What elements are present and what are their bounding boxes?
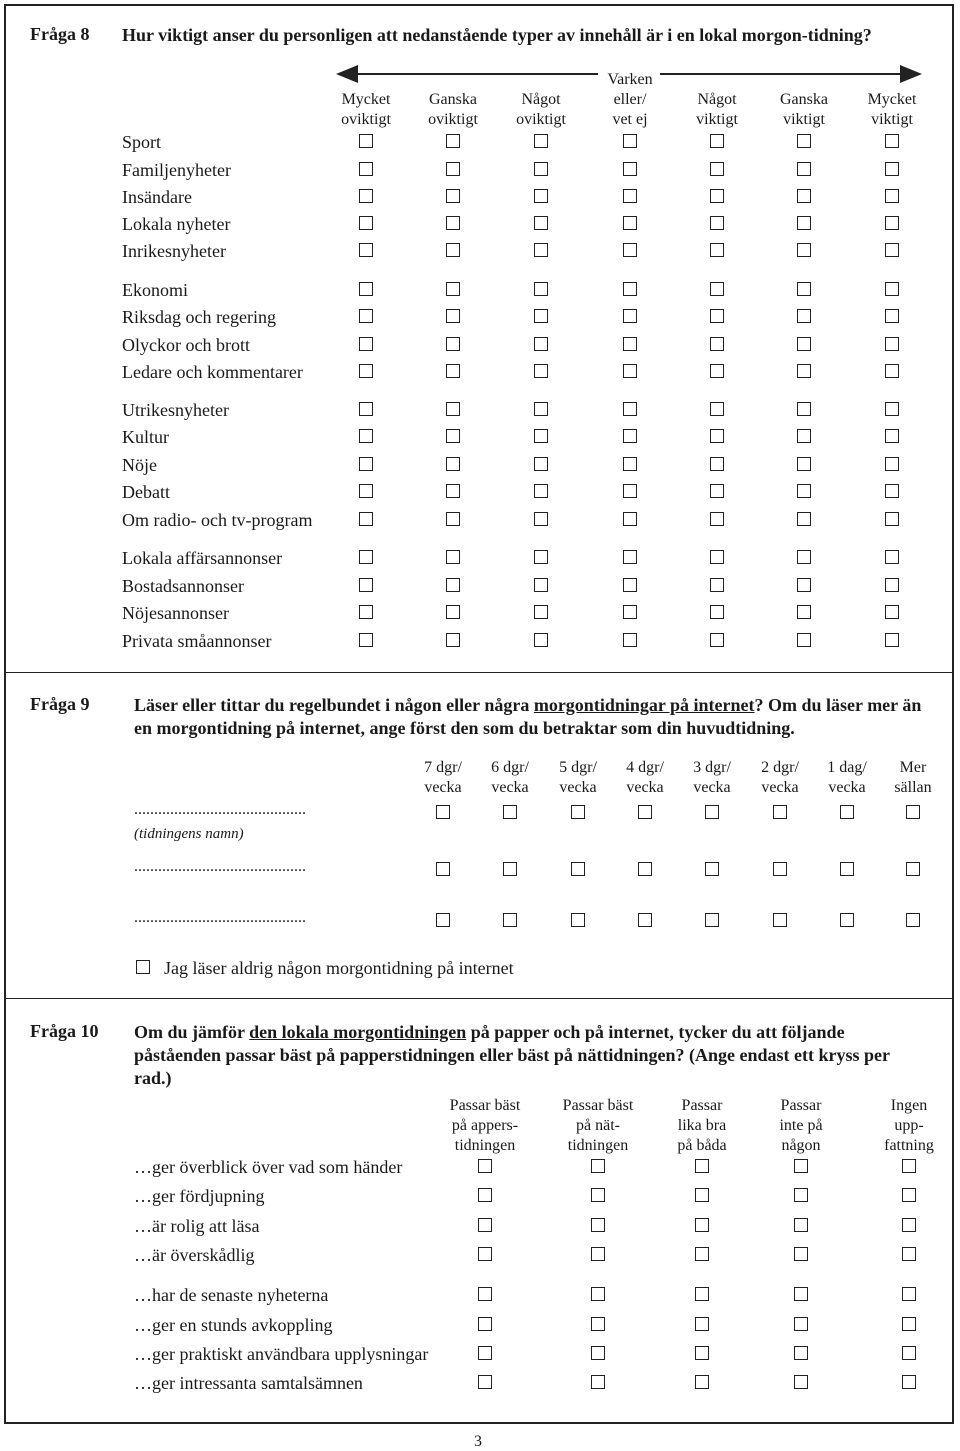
column-header-line: 5 dgr/ <box>559 759 597 776</box>
column-header-line: 1 dag/ <box>827 759 867 776</box>
checkbox[interactable] <box>797 309 811 323</box>
q9-text-underlined: morgontidningar på internet <box>533 695 755 715</box>
checkbox[interactable] <box>436 913 450 927</box>
checkbox[interactable] <box>902 1247 916 1261</box>
checkbox[interactable] <box>446 633 460 647</box>
column-header-line: på appers- <box>451 1117 519 1134</box>
q9-question <box>134 694 924 740</box>
checkbox[interactable] <box>534 605 548 619</box>
q10-text-start: Om du jämför <box>134 1022 250 1042</box>
checkbox[interactable] <box>503 913 517 927</box>
column-header-line: vecka <box>761 779 799 796</box>
column-header-line: på båda <box>677 1137 727 1154</box>
checkbox[interactable] <box>571 805 585 819</box>
column-header-line: vecka <box>559 779 597 796</box>
checkbox[interactable] <box>591 1247 605 1261</box>
column-header-1 <box>430 1096 540 1156</box>
checkbox[interactable] <box>705 805 719 819</box>
column-header-3 <box>647 1096 757 1156</box>
checkbox[interactable] <box>885 282 899 296</box>
column-header-line: Ganska <box>429 91 477 108</box>
checkbox[interactable] <box>840 862 854 876</box>
row-label: …har de senaste nyheterna <box>134 1285 329 1305</box>
column-header-line: på nät- <box>576 1117 620 1134</box>
column-header-line: viktigt <box>696 111 738 128</box>
checkbox[interactable] <box>359 309 373 323</box>
q9-text-start: Läser eller tittar du regelbundet i någon eller några <box>134 695 534 715</box>
checkbox[interactable] <box>797 578 811 592</box>
checkbox[interactable] <box>623 337 637 351</box>
q10-question <box>134 1021 929 1090</box>
checkbox[interactable] <box>885 605 899 619</box>
column-header-line: Ingen <box>890 1097 928 1114</box>
checkbox[interactable] <box>534 189 548 203</box>
checkbox[interactable] <box>710 605 724 619</box>
checkbox[interactable] <box>534 429 548 443</box>
column-header-4 <box>746 1096 856 1156</box>
checkbox[interactable] <box>885 429 899 443</box>
checkbox[interactable] <box>623 550 637 564</box>
checkbox[interactable] <box>534 512 548 526</box>
checkbox[interactable] <box>446 364 460 378</box>
checkbox[interactable] <box>710 578 724 592</box>
column-header-line: Mer <box>899 759 927 776</box>
checkbox[interactable] <box>591 1375 605 1389</box>
checkbox[interactable] <box>797 402 811 416</box>
checkbox[interactable] <box>446 216 460 230</box>
checkbox[interactable] <box>710 162 724 176</box>
column-header-line: 2 dgr/ <box>761 759 799 776</box>
checkbox[interactable] <box>534 633 548 647</box>
column-header-line: viktigt <box>783 111 825 128</box>
checkbox[interactable] <box>359 189 373 203</box>
column-header-line: Varken <box>607 71 653 88</box>
checkbox[interactable] <box>446 512 460 526</box>
q8-question: Hur viktigt anser du personligen att nedanstående typer av innehåll är i en lokal morgon-tidning? <box>122 25 872 45</box>
checkbox[interactable] <box>623 633 637 647</box>
checkbox[interactable] <box>906 805 920 819</box>
checkbox[interactable] <box>902 1375 916 1389</box>
page-number: 3 <box>474 1433 482 1450</box>
checkbox[interactable] <box>623 457 637 471</box>
checkbox[interactable] <box>591 1159 605 1173</box>
column-header-line: eller/ <box>613 91 647 108</box>
checkbox[interactable] <box>902 1287 916 1301</box>
checkbox[interactable] <box>797 243 811 257</box>
column-header-8 <box>858 758 960 798</box>
checkbox[interactable] <box>773 913 787 927</box>
checkbox[interactable] <box>591 1346 605 1360</box>
checkbox[interactable] <box>534 162 548 176</box>
checkbox[interactable] <box>638 862 652 876</box>
checkbox[interactable] <box>710 484 724 498</box>
column-header-line: vecka <box>693 779 731 796</box>
checkbox[interactable] <box>591 1317 605 1331</box>
checkbox[interactable] <box>436 862 450 876</box>
separator-2 <box>6 998 954 999</box>
checkbox[interactable] <box>885 309 899 323</box>
checkbox[interactable] <box>446 243 460 257</box>
checkbox[interactable] <box>359 364 373 378</box>
row-label: Nöjesannonser <box>122 603 229 623</box>
checkbox[interactable] <box>534 364 548 378</box>
checkbox[interactable] <box>359 282 373 296</box>
checkbox[interactable] <box>478 1346 492 1360</box>
checkbox[interactable] <box>478 1159 492 1173</box>
checkbox[interactable] <box>359 402 373 416</box>
checkbox[interactable] <box>695 1317 709 1331</box>
checkbox[interactable] <box>503 805 517 819</box>
checkbox[interactable] <box>885 243 899 257</box>
checkbox[interactable] <box>797 550 811 564</box>
checkbox[interactable] <box>797 512 811 526</box>
checkbox[interactable] <box>591 1287 605 1301</box>
column-header-line: 3 dgr/ <box>693 759 731 776</box>
row-label: Riksdag och regering <box>122 307 276 327</box>
checkbox[interactable] <box>638 805 652 819</box>
checkbox[interactable] <box>359 337 373 351</box>
checkbox[interactable] <box>446 189 460 203</box>
column-header-7 <box>837 90 947 130</box>
q8-label: Fråga 8 <box>30 24 90 44</box>
checkbox[interactable] <box>478 1317 492 1331</box>
checkbox[interactable] <box>623 429 637 443</box>
column-header-2 <box>543 1096 653 1156</box>
row-label: Nöje <box>122 455 157 475</box>
checkbox[interactable] <box>710 337 724 351</box>
checkbox[interactable] <box>902 1188 916 1202</box>
checkbox[interactable] <box>797 364 811 378</box>
checkbox[interactable] <box>359 243 373 257</box>
row-label: Olyckor och brott <box>122 335 250 355</box>
checkbox[interactable] <box>797 134 811 148</box>
checkbox[interactable] <box>534 243 548 257</box>
column-header-line: upp- <box>894 1117 924 1134</box>
checkbox[interactable] <box>885 189 899 203</box>
checkbox[interactable] <box>623 282 637 296</box>
checkbox[interactable] <box>478 1188 492 1202</box>
row-label: Om radio- och tv-program <box>122 510 313 530</box>
checkbox[interactable] <box>695 1375 709 1389</box>
checkbox[interactable] <box>571 862 585 876</box>
q9-text-end: ? Om du läser mer än en morgontidning på internet, ange först den som du betraktar som din huvudtidning. <box>134 695 922 738</box>
checkbox[interactable] <box>359 457 373 471</box>
checkbox[interactable] <box>840 913 854 927</box>
checkbox[interactable] <box>623 162 637 176</box>
checkbox[interactable] <box>571 913 585 927</box>
q10-text-underlined: den lokala morgontidningen <box>249 1022 467 1042</box>
checkbox[interactable] <box>359 134 373 148</box>
checkbox[interactable] <box>794 1159 808 1173</box>
checkbox[interactable] <box>623 216 637 230</box>
column-header-line: 7 dgr/ <box>424 759 462 776</box>
checkbox[interactable] <box>446 605 460 619</box>
checkbox[interactable] <box>638 913 652 927</box>
checkbox[interactable] <box>710 550 724 564</box>
column-header-line: Passar <box>681 1097 723 1114</box>
column-header-line: viktigt <box>871 111 913 128</box>
checkbox[interactable] <box>797 282 811 296</box>
checkbox[interactable] <box>906 913 920 927</box>
column-header-line: tidningen <box>454 1137 516 1154</box>
checkbox[interactable] <box>797 162 811 176</box>
column-header-line: vecka <box>828 779 866 796</box>
checkbox[interactable] <box>794 1317 808 1331</box>
checkbox[interactable] <box>359 633 373 647</box>
checkbox[interactable] <box>885 162 899 176</box>
checkbox[interactable] <box>710 134 724 148</box>
newspaper-name-line[interactable]: ........................................... <box>134 801 306 818</box>
row-label: Utrikesnyheter <box>122 400 229 420</box>
checkbox[interactable] <box>623 364 637 378</box>
checkbox[interactable] <box>623 402 637 416</box>
checkbox[interactable] <box>695 1188 709 1202</box>
q10-text-end: på papper och på internet, tycker du att följande påståenden passar bäst på papperstidningen eller bäst på nättidningen? (Ange endast ett kryss per rad.) <box>134 1022 890 1088</box>
checkbox[interactable] <box>794 1346 808 1360</box>
checkbox[interactable] <box>885 633 899 647</box>
checkbox[interactable] <box>534 216 548 230</box>
checkbox[interactable] <box>534 578 548 592</box>
row-label: Lokala nyheter <box>122 214 231 234</box>
checkbox[interactable] <box>623 134 637 148</box>
checkbox[interactable] <box>797 337 811 351</box>
checkbox[interactable] <box>797 429 811 443</box>
checkbox[interactable] <box>478 1218 492 1232</box>
column-header-line: vecka <box>424 779 462 796</box>
row-label: Insändare <box>122 187 192 207</box>
checkbox[interactable] <box>359 550 373 564</box>
checkbox[interactable] <box>446 337 460 351</box>
checkbox[interactable] <box>436 805 450 819</box>
checkbox[interactable] <box>885 457 899 471</box>
column-header-line: vecka <box>491 779 529 796</box>
column-header-line: oviktigt <box>428 111 478 128</box>
checkbox[interactable] <box>623 189 637 203</box>
checkbox[interactable] <box>695 1247 709 1261</box>
checkbox[interactable] <box>710 309 724 323</box>
column-header-line: Passar <box>780 1097 822 1114</box>
checkbox[interactable] <box>446 134 460 148</box>
checkbox[interactable] <box>705 862 719 876</box>
checkbox[interactable] <box>446 550 460 564</box>
checkbox[interactable] <box>710 402 724 416</box>
column-header-line: oviktigt <box>341 111 391 128</box>
checkbox[interactable] <box>695 1346 709 1360</box>
row-label: Debatt <box>122 482 170 502</box>
newspaper-name-hint: (tidningens namn) <box>134 826 244 842</box>
checkbox[interactable] <box>623 309 637 323</box>
checkbox[interactable] <box>797 633 811 647</box>
column-header-line: 4 dgr/ <box>626 759 664 776</box>
checkbox[interactable] <box>797 605 811 619</box>
column-header-line: Mycket <box>867 91 917 108</box>
column-header-line: Ganska <box>780 91 828 108</box>
row-label: Familjenyheter <box>122 160 231 180</box>
checkbox[interactable] <box>710 457 724 471</box>
row-label: …ger intressanta samtalsämnen <box>134 1373 363 1393</box>
checkbox[interactable] <box>885 578 899 592</box>
q9-label: Fråga 9 <box>30 694 90 714</box>
checkbox[interactable] <box>885 484 899 498</box>
never-reads-label: Jag läser aldrig någon morgontidning på internet <box>164 958 514 978</box>
checkbox[interactable] <box>902 1346 916 1360</box>
never-reads-checkbox[interactable] <box>136 960 150 974</box>
checkbox[interactable] <box>794 1218 808 1232</box>
checkbox[interactable] <box>794 1247 808 1261</box>
row-label: Lokala affärsannonser <box>122 548 283 568</box>
checkbox[interactable] <box>797 484 811 498</box>
checkbox[interactable] <box>623 512 637 526</box>
column-header-line: vecka <box>626 779 664 796</box>
column-header-line: lika bra <box>677 1117 727 1134</box>
checkbox[interactable] <box>359 578 373 592</box>
checkbox[interactable] <box>885 550 899 564</box>
checkbox[interactable] <box>359 605 373 619</box>
column-header-line: Passar bäst <box>562 1097 634 1114</box>
row-label: Inrikesnyheter <box>122 241 226 261</box>
checkbox[interactable] <box>695 1287 709 1301</box>
checkbox[interactable] <box>902 1159 916 1173</box>
checkbox[interactable] <box>885 337 899 351</box>
checkbox[interactable] <box>710 189 724 203</box>
column-header-line: Passar bäst <box>449 1097 521 1114</box>
row-label: …är rolig att läsa <box>134 1216 260 1236</box>
checkbox[interactable] <box>359 429 373 443</box>
checkbox[interactable] <box>710 512 724 526</box>
checkbox[interactable] <box>710 633 724 647</box>
checkbox[interactable] <box>534 457 548 471</box>
checkbox[interactable] <box>710 364 724 378</box>
row-label: Ledare och kommentarer <box>122 362 303 382</box>
newspaper-name-line[interactable]: ........................................... <box>134 858 306 875</box>
column-header-line: Något <box>521 91 561 108</box>
row-label: …ger överblick över vad som händer <box>134 1157 403 1177</box>
checkbox[interactable] <box>840 805 854 819</box>
checkbox[interactable] <box>534 309 548 323</box>
checkbox[interactable] <box>478 1287 492 1301</box>
row-label: Ekonomi <box>122 280 188 300</box>
checkbox[interactable] <box>446 578 460 592</box>
checkbox[interactable] <box>906 862 920 876</box>
row-label: …är överskådlig <box>134 1245 255 1265</box>
checkbox[interactable] <box>885 134 899 148</box>
column-header-5 <box>854 1096 960 1156</box>
row-label: Bostadsannonser <box>122 576 244 596</box>
checkbox[interactable] <box>534 282 548 296</box>
checkbox[interactable] <box>359 512 373 526</box>
checkbox[interactable] <box>710 216 724 230</box>
checkbox[interactable] <box>446 429 460 443</box>
checkbox[interactable] <box>359 162 373 176</box>
checkbox[interactable] <box>534 337 548 351</box>
checkbox[interactable] <box>885 512 899 526</box>
checkbox[interactable] <box>478 1375 492 1389</box>
checkbox[interactable] <box>885 216 899 230</box>
column-header-line: tidningen <box>567 1137 629 1154</box>
column-header-line: Något <box>697 91 737 108</box>
checkbox[interactable] <box>446 484 460 498</box>
checkbox[interactable] <box>885 402 899 416</box>
column-header-line: vet ej <box>612 111 648 128</box>
checkbox[interactable] <box>797 216 811 230</box>
row-label: Kultur <box>122 427 169 447</box>
checkbox[interactable] <box>591 1218 605 1232</box>
checkbox[interactable] <box>794 1188 808 1202</box>
checkbox[interactable] <box>794 1375 808 1389</box>
column-header-line: någon <box>781 1137 821 1154</box>
checkbox[interactable] <box>446 457 460 471</box>
checkbox[interactable] <box>446 309 460 323</box>
row-label: Privata småannonser <box>122 631 272 651</box>
checkbox[interactable] <box>534 402 548 416</box>
checkbox[interactable] <box>534 134 548 148</box>
column-header-line: fattning <box>884 1137 934 1154</box>
checkbox[interactable] <box>446 402 460 416</box>
checkbox[interactable] <box>710 282 724 296</box>
column-header-line: 6 dgr/ <box>491 759 529 776</box>
checkbox[interactable] <box>695 1159 709 1173</box>
column-header-line: sällan <box>894 779 932 796</box>
checkbox[interactable] <box>710 429 724 443</box>
checkbox[interactable] <box>478 1247 492 1261</box>
checkbox[interactable] <box>797 189 811 203</box>
checkbox[interactable] <box>623 578 637 592</box>
checkbox[interactable] <box>359 484 373 498</box>
checkbox[interactable] <box>534 484 548 498</box>
checkbox[interactable] <box>902 1218 916 1232</box>
row-label: …ger fördjupning <box>134 1186 265 1206</box>
checkbox[interactable] <box>773 805 787 819</box>
checkbox[interactable] <box>794 1287 808 1301</box>
checkbox[interactable] <box>773 862 787 876</box>
checkbox[interactable] <box>710 243 724 257</box>
row-label: Sport <box>122 132 162 152</box>
separator-1 <box>6 672 954 673</box>
checkbox[interactable] <box>591 1188 605 1202</box>
checkbox[interactable] <box>623 243 637 257</box>
checkbox[interactable] <box>623 484 637 498</box>
checkbox[interactable] <box>623 605 637 619</box>
row-label: …ger praktiskt användbara upplysningar <box>134 1344 429 1364</box>
column-header-line: inte på <box>779 1117 823 1134</box>
column-header-line: Mycket <box>341 91 391 108</box>
checkbox[interactable] <box>359 216 373 230</box>
q10-label: Fråga 10 <box>30 1021 99 1041</box>
newspaper-name-line[interactable]: ........................................... <box>134 909 306 926</box>
column-header-line: oviktigt <box>516 111 566 128</box>
checkbox[interactable] <box>503 862 517 876</box>
checkbox[interactable] <box>695 1218 709 1232</box>
checkbox[interactable] <box>446 162 460 176</box>
row-label: …ger en stunds avkoppling <box>134 1315 333 1335</box>
checkbox[interactable] <box>705 913 719 927</box>
checkbox[interactable] <box>902 1317 916 1331</box>
checkbox[interactable] <box>797 457 811 471</box>
checkbox[interactable] <box>446 282 460 296</box>
checkbox[interactable] <box>885 364 899 378</box>
checkbox[interactable] <box>534 550 548 564</box>
